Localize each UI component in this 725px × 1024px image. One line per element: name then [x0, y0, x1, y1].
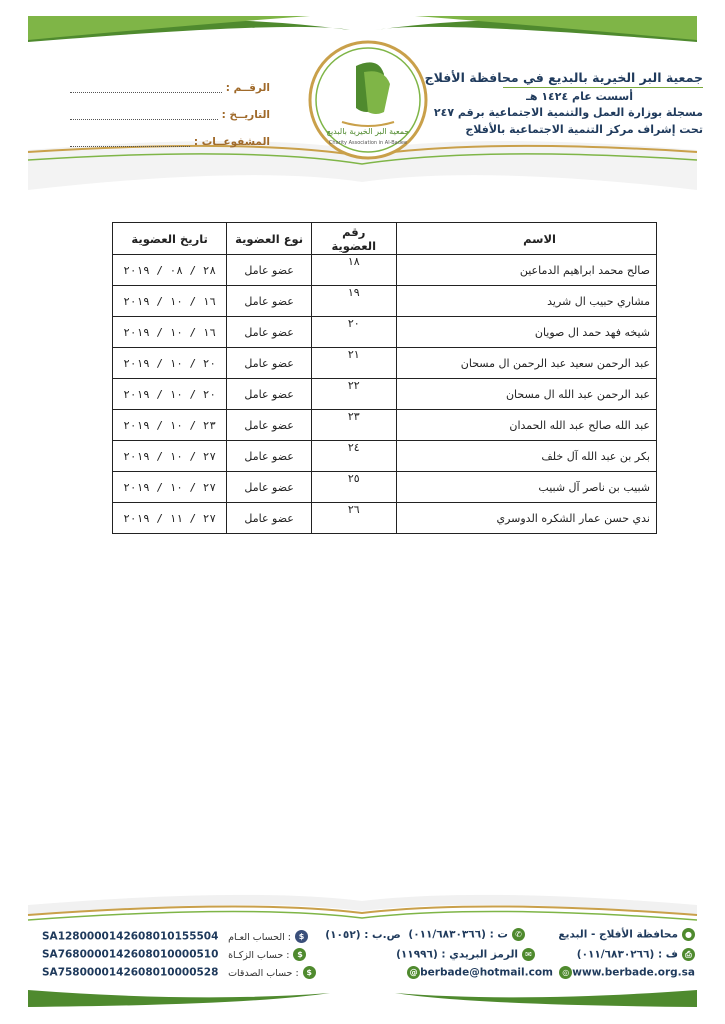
location-icon: ● [682, 928, 695, 941]
email-text[interactable]: berbade@hotmail.com [420, 966, 553, 979]
member-date: ٢٧ / ١١ / ٢٠١٩ [113, 503, 227, 534]
member-name: مشاري حبيب ال شريد [396, 286, 656, 317]
divider [503, 87, 703, 88]
member-name: شيخه فهد حمد ال صويان [396, 317, 656, 348]
member-name: عبد الرحمن عبد الله ال مسحان [396, 379, 656, 410]
member-number: ١٩ [311, 286, 396, 317]
bank-icon: $ [303, 966, 316, 979]
member-date: ٢٣ / ١٠ / ٢٠١٩ [113, 410, 227, 441]
table-row [113, 317, 657, 348]
header-name: الاسم [396, 223, 656, 255]
phone-icon: ✆ [512, 928, 525, 941]
ref-attachments-line [70, 136, 190, 147]
table-row [113, 472, 657, 503]
member-type: عضو عامل [227, 286, 312, 317]
org-name: جمعية البر الخيرية بالبديع في محافظة الأفلاج [424, 70, 703, 85]
account-general [42, 930, 308, 943]
member-date: ٢٠ / ١٠ / ٢٠١٩ [113, 348, 227, 379]
member-type: عضو عامل [227, 441, 312, 472]
member-number: ٢٥ [311, 472, 396, 503]
table-row [113, 379, 657, 410]
member-name: عبد الله صالح عبد الله الحمدان [396, 410, 656, 441]
fax-text: ف : (٠١١/٦٨٣٠٢٦٦) [576, 948, 678, 961]
email-icon: @ [407, 966, 420, 979]
ref-number-label: الرقــم : [225, 81, 270, 94]
account-label: الحساب العـام : [228, 931, 291, 943]
charity-logo [306, 38, 430, 162]
member-number: ٢٦ [311, 503, 396, 534]
ref-date-line [70, 109, 218, 120]
ref-number-line [70, 82, 222, 93]
member-type: عضو عامل [227, 503, 312, 534]
header-number: رقم العضوية [311, 223, 396, 255]
table-row [113, 286, 657, 317]
member-number: ٢٤ [311, 441, 396, 472]
bank-icon: $ [295, 930, 308, 943]
member-type: عضو عامل [227, 410, 312, 441]
footer-location [558, 928, 695, 941]
website-text[interactable]: www.berbade.org.sa [572, 966, 695, 979]
reference-fields [70, 74, 270, 155]
member-date: ١٦ / ١٠ / ٢٠١٩ [113, 317, 227, 348]
account-label: حساب الزكـاة : [228, 949, 290, 961]
pobox-text: ص.ب : (١٠٥٢) [325, 928, 401, 941]
org-supervision: تحت إشراف مركز التنمية الاجتماعية بالأفلاج [465, 123, 703, 136]
postal-icon: ✉ [522, 948, 535, 961]
table-row [113, 503, 657, 534]
member-number: ٢٢ [311, 379, 396, 410]
account-iban: SA1280000142608010155504 [42, 930, 219, 943]
member-type: عضو عامل [227, 348, 312, 379]
account-iban: SA7580000142608010000528 [42, 966, 219, 979]
member-date: ٢٧ / ١٠ / ٢٠١٩ [113, 472, 227, 503]
postal-text: الرمز البريدي : (١١٩٩٦) [396, 948, 518, 961]
member-name: صالح محمد ابراهيم الدماعين [396, 255, 656, 286]
org-info [424, 70, 703, 136]
table-header-row [113, 223, 657, 255]
member-type: عضو عامل [227, 255, 312, 286]
bank-icon: $ [293, 948, 306, 961]
footer-postal [396, 948, 535, 961]
account-charity [42, 966, 316, 979]
member-number: ٢٠ [311, 317, 396, 348]
member-name: ندي حسن عمار الشكره الدوسري [396, 503, 656, 534]
ref-number-row [70, 74, 270, 101]
table-row [113, 410, 657, 441]
table-row [113, 441, 657, 472]
fax-icon: ⎙ [682, 948, 695, 961]
logo-english-text: Charity Association in Al-Badee [328, 140, 408, 146]
org-founded: أسست عام ١٤٢٤ هـ [526, 90, 633, 103]
globe-icon: ◎ [559, 966, 572, 979]
member-type: عضو عامل [227, 472, 312, 503]
member-name: بكر بن عبد الله آل خلف [396, 441, 656, 472]
member-date: ١٦ / ١٠ / ٢٠١٩ [113, 286, 227, 317]
member-name: عبد الرحمن سعيد عبد الرحمن ال مسحان [396, 348, 656, 379]
member-number: ٢١ [311, 348, 396, 379]
footer-email[interactable] [403, 966, 553, 979]
table-row [113, 348, 657, 379]
account-label: حساب الصدقات : [228, 967, 299, 979]
member-date: ٢٠ / ١٠ / ٢٠١٩ [113, 379, 227, 410]
member-date: ٢٨ / ٠٨ / ٢٠١٩ [113, 255, 227, 286]
header-type: نوع العضوية [227, 223, 312, 255]
ref-attachments-row [70, 128, 270, 155]
logo-arabic-text: جمعية البر الخيرية بالبديع [326, 127, 410, 136]
footer-phone [325, 928, 525, 941]
account-zakat [42, 948, 306, 961]
footer-website[interactable] [555, 966, 695, 979]
phone-text: ت : (٠١١/٦٨٣٠٣٦٦) [408, 928, 508, 941]
ref-attachments-label: المشفوعــات : [193, 135, 270, 148]
table-row [113, 255, 657, 286]
ref-date-label: التاريــخ : [221, 108, 270, 121]
ref-date-row [70, 101, 270, 128]
member-number: ٢٣ [311, 410, 396, 441]
member-number: ١٨ [311, 255, 396, 286]
members-table [112, 222, 657, 534]
member-name: شبيب بن ناصر آل شبيب [396, 472, 656, 503]
location-text: محافظة الأفلاج - البديع [558, 928, 678, 941]
member-date: ٢٧ / ١٠ / ٢٠١٩ [113, 441, 227, 472]
header-date: تاريخ العضوية [113, 223, 227, 255]
footer-fax [577, 948, 695, 961]
member-type: عضو عامل [227, 317, 312, 348]
member-type: عضو عامل [227, 379, 312, 410]
org-registration: مسجلة بوزارة العمل والتنمية الاجتماعية برقم ٢٤٧ [433, 106, 703, 119]
account-iban: SA7680000142608010000510 [42, 948, 219, 961]
